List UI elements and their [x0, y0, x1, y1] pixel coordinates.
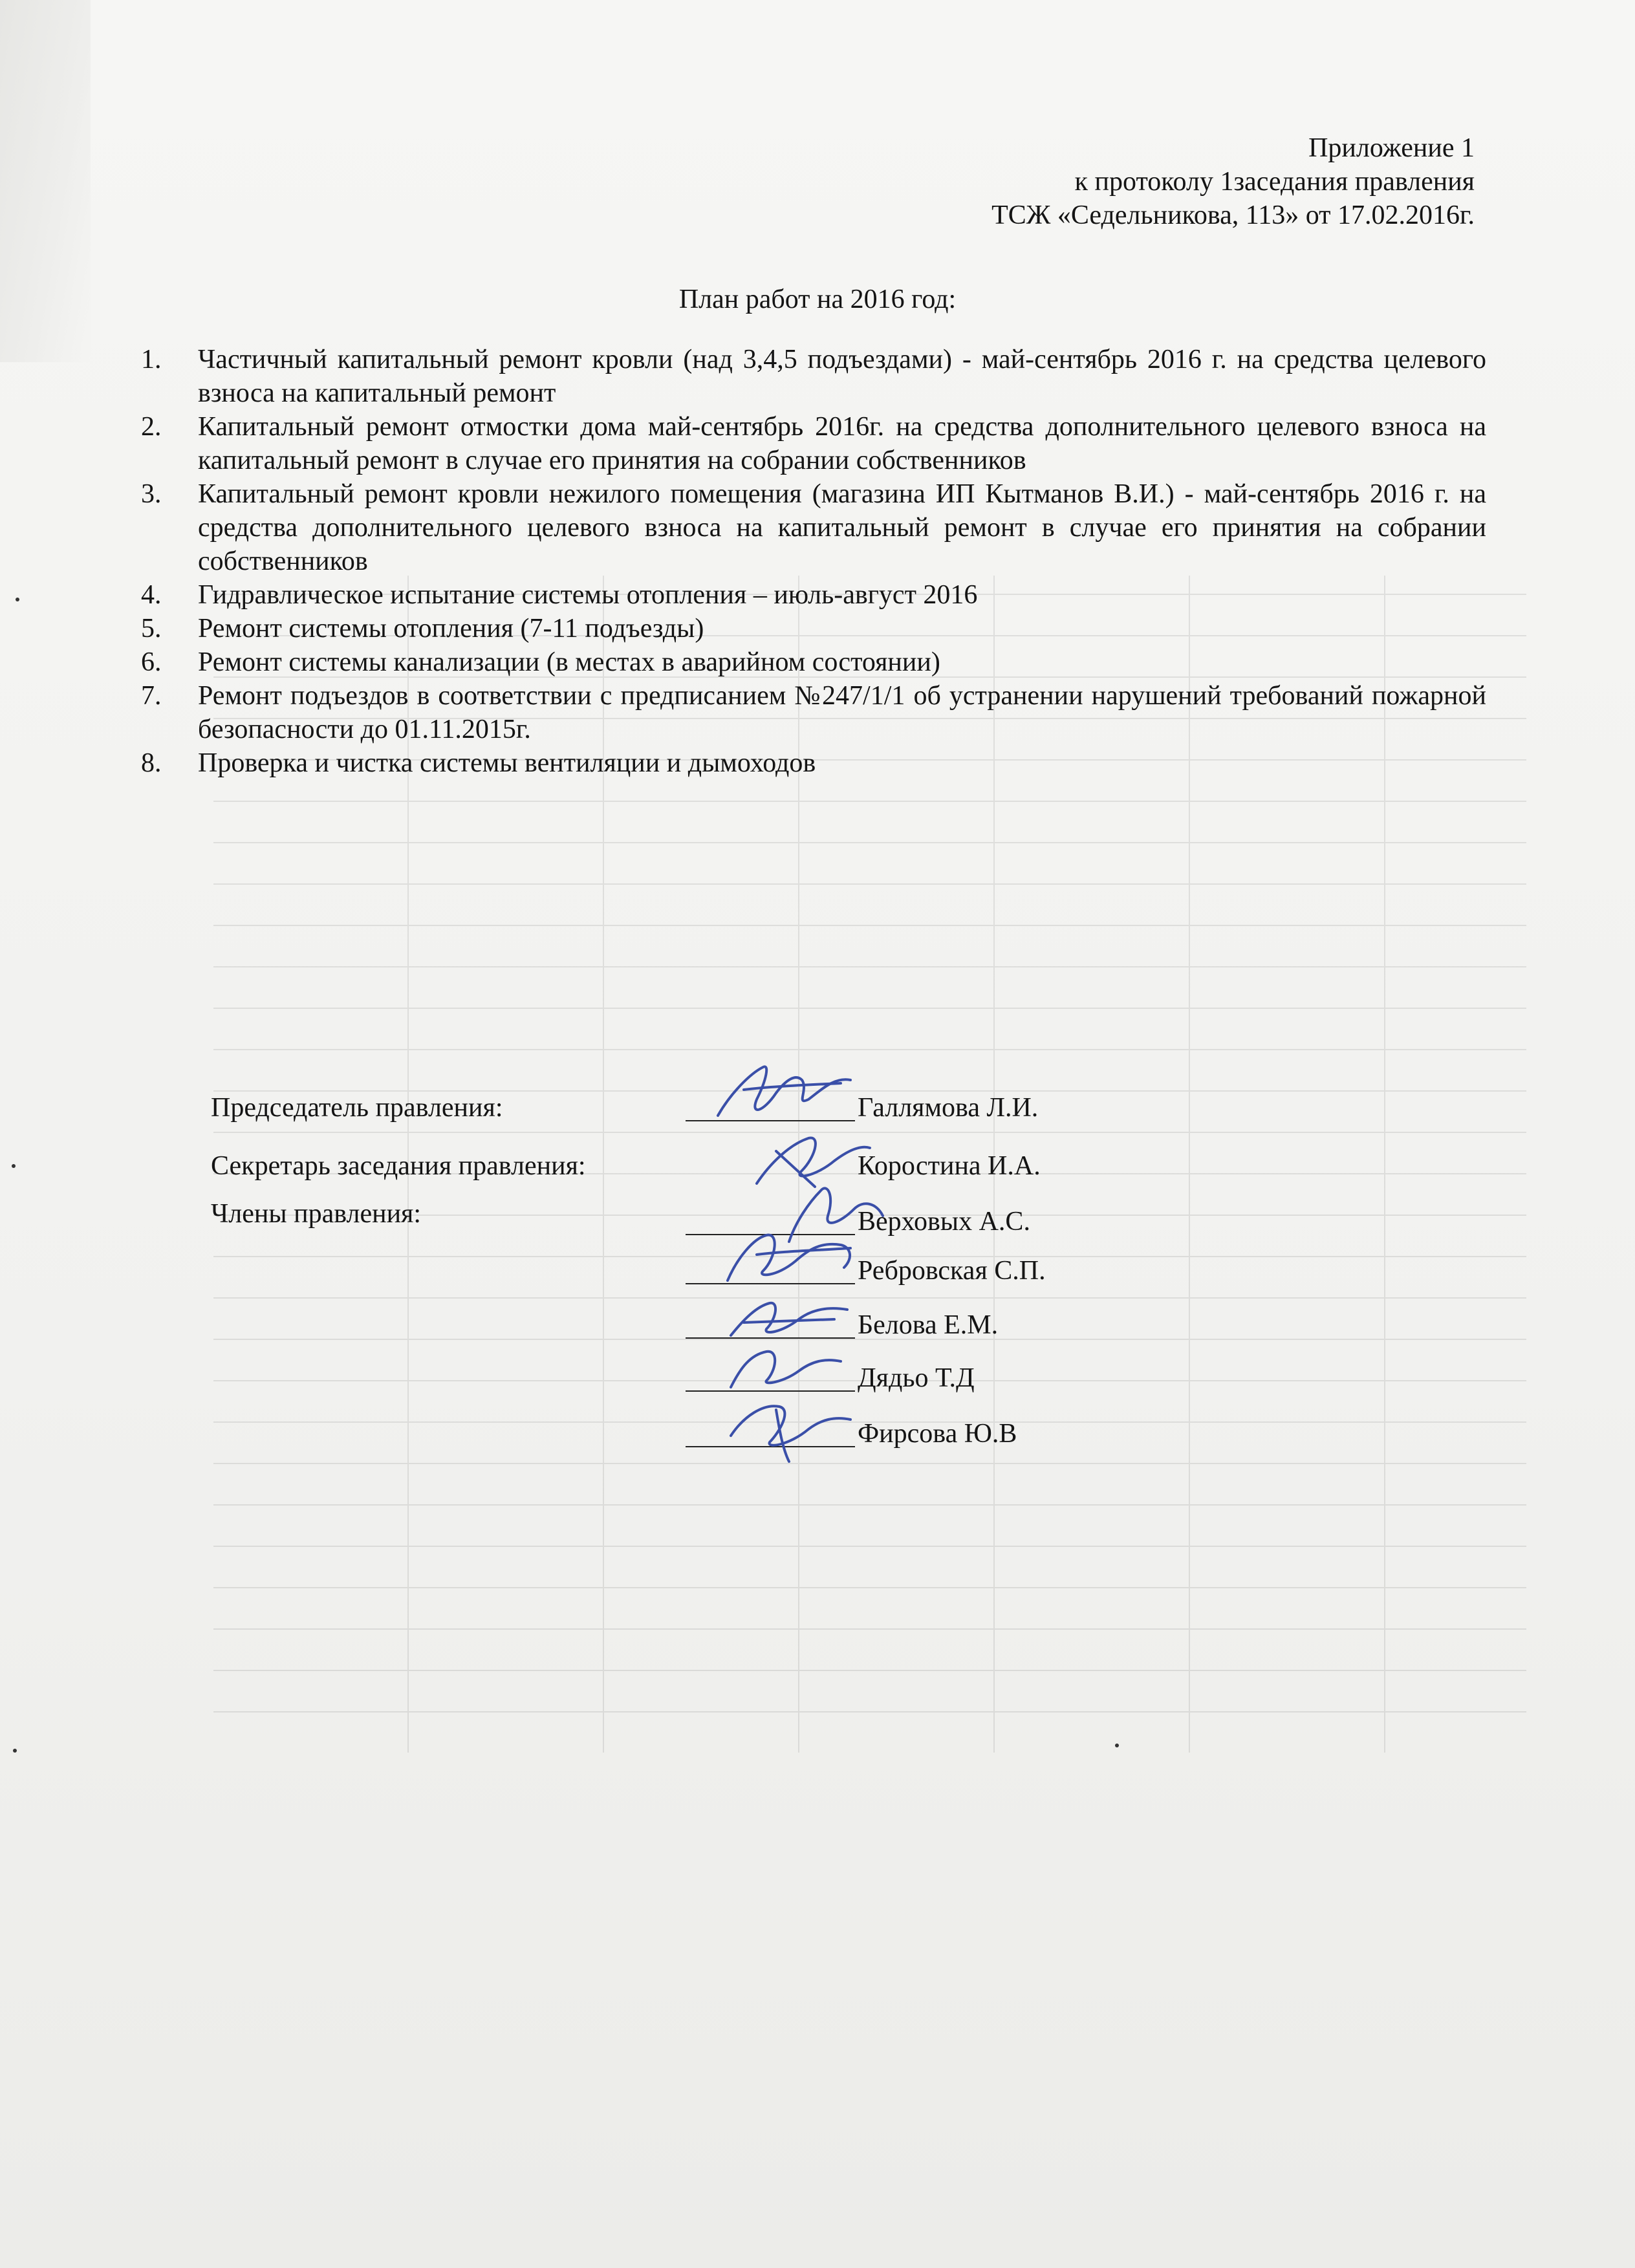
signature-line — [686, 1309, 855, 1339]
item-number: 1. — [141, 345, 162, 374]
list-item — [141, 410, 1486, 477]
chair-name: Галлямова Л.И. — [858, 1093, 1039, 1123]
item-number: 4. — [141, 580, 162, 610]
scan-speck — [13, 1749, 17, 1753]
item-number: 5. — [141, 614, 162, 643]
item-text: Ремонт системы канализации (в местах в аварийном состоянии) — [198, 647, 940, 677]
item-text: Капитальный ремонт отмостки дома май-сентябрь 2016г. на средства дополнительного целевого взноса на капитальный ремонт в случае его принятия на собрании собственников — [198, 412, 1486, 475]
appendix-label: Приложение 1 — [1308, 133, 1475, 163]
member-name: Верховых А.С. — [858, 1207, 1030, 1237]
protocol-reference: к протоколу 1заседания правления — [1074, 167, 1475, 197]
item-number: 8. — [141, 748, 162, 778]
organization-date: ТСЖ «Седельникова, 113» от 17.02.2016г. — [991, 200, 1475, 230]
secretary-label: Секретарь заседания правления: — [211, 1151, 586, 1181]
work-plan-list — [141, 343, 1486, 780]
list-item — [141, 612, 1486, 645]
member-name: Фирсова Ю.В — [858, 1419, 1017, 1449]
item-number: 3. — [141, 479, 162, 509]
item-text: Капитальный ремонт кровли нежилого помещения (магазина ИП Кытманов В.И.) - май-сентябрь 2016 г. на средства дополнительного целевого взноса на капитальный ремонт в случае его принятия на собрании собственников — [198, 479, 1486, 576]
scan-speck — [12, 1164, 16, 1168]
item-text: Частичный капитальный ремонт кровли (над 3,4,5 подъездами) - май-сентябрь 2016 г. на средства целевого взноса на капитальный ремонт — [198, 345, 1486, 408]
list-item — [141, 645, 1486, 679]
list-item — [141, 343, 1486, 410]
scan-speck — [1115, 1744, 1119, 1747]
item-number: 2. — [141, 412, 162, 442]
signature-line — [686, 1255, 855, 1284]
secretary-name: Коростина И.А. — [858, 1151, 1041, 1181]
signature-line — [686, 1418, 855, 1447]
signature-line — [686, 1362, 855, 1392]
chair-label: Председатель правления: — [211, 1093, 503, 1123]
members-label: Члены правления: — [211, 1199, 422, 1229]
list-item — [141, 578, 1486, 612]
member-name: Ребровская С.П. — [858, 1256, 1046, 1286]
plan-title: План работ на 2016 год: — [678, 285, 957, 314]
item-text: Гидравлическое испытание системы отопления – июль-август 2016 — [198, 580, 978, 610]
list-item — [141, 477, 1486, 578]
member-name: Дядьо Т.Д — [858, 1363, 975, 1393]
list-item — [141, 746, 1486, 780]
item-text: Проверка и чистка системы вентиляции и дымоходов — [198, 748, 816, 778]
item-text: Ремонт системы отопления (7-11 подъезды) — [198, 614, 704, 643]
signature-line — [686, 1205, 855, 1235]
member-name: Белова Е.М. — [858, 1310, 999, 1340]
item-number: 6. — [141, 647, 162, 677]
list-item — [141, 679, 1486, 746]
signature-line — [686, 1092, 855, 1121]
scan-speck — [16, 598, 19, 601]
item-text: Ремонт подъездов в соответствии с предписанием №247/1/1 об устранении нарушений требований пожарной безопасности до 01.11.2015г. — [198, 681, 1486, 744]
item-number: 7. — [141, 681, 162, 711]
